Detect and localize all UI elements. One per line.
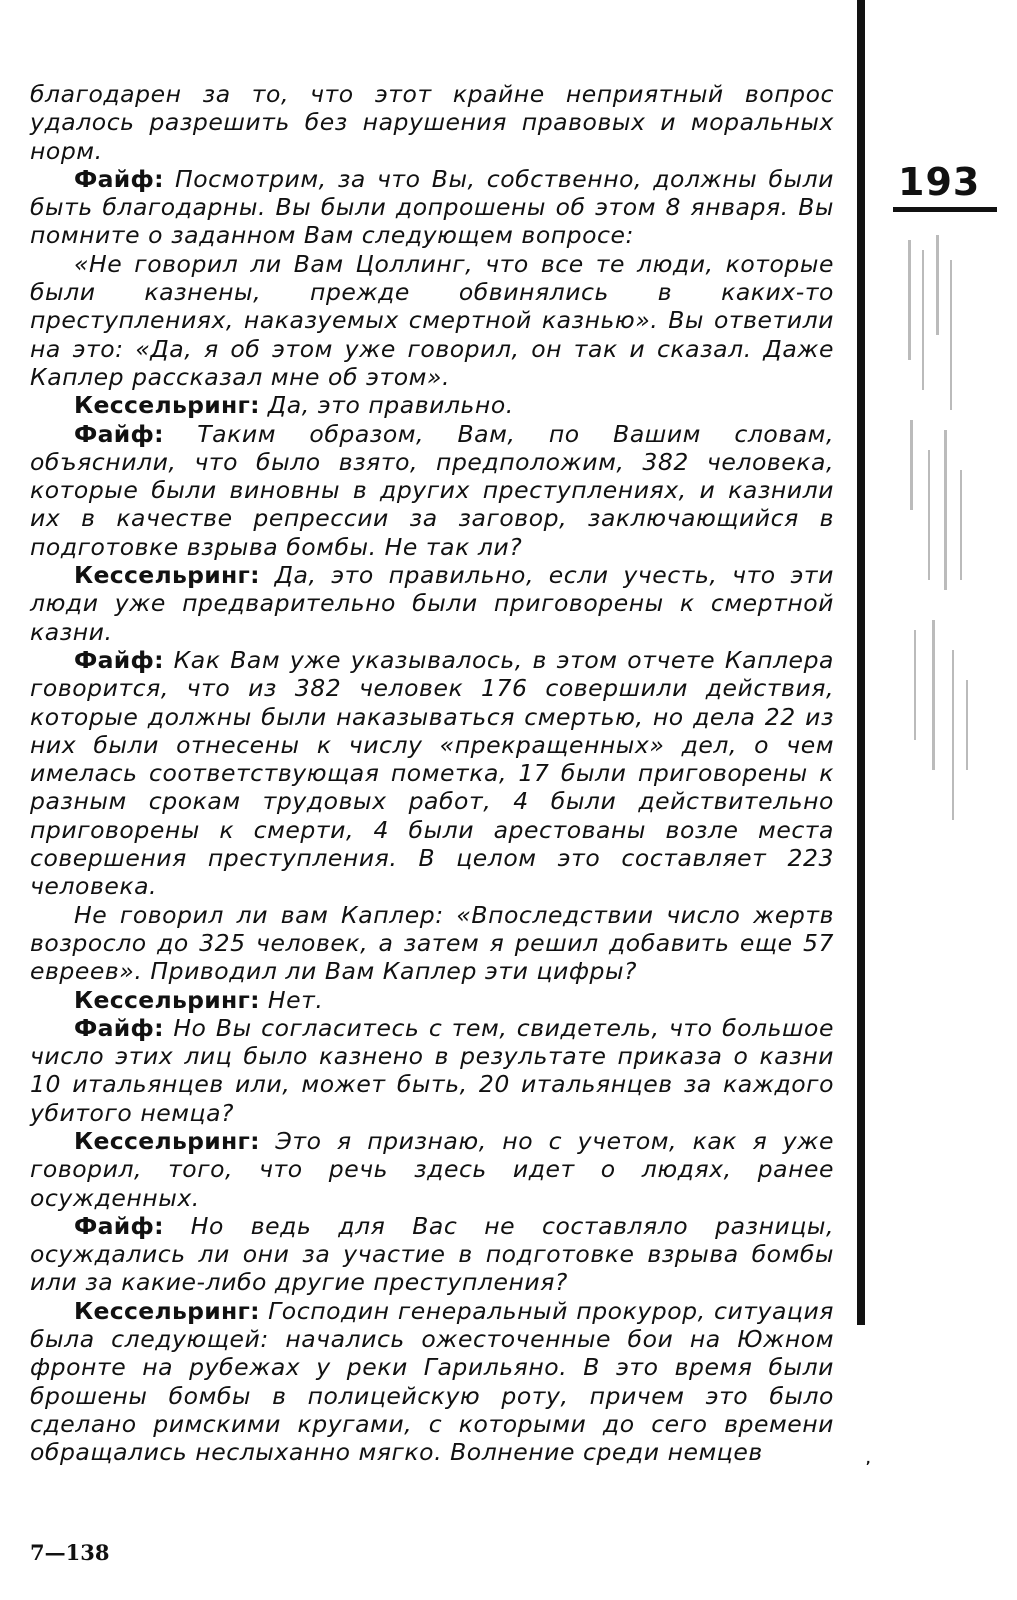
speaker-label: Файф: [74, 164, 164, 193]
speaker-label: Файф: [74, 1211, 164, 1240]
speaker-label: Кессельринг: [74, 1126, 260, 1155]
speaker-label: Кессельринг: [74, 561, 260, 590]
speaker-label: Кессельринг: [74, 985, 260, 1014]
paragraph: Не говорил ли вам Каплер: «Впоследствии число жертв возросло до 325 человек, а затем я решил добавить еще 57 евреев». Приводил ли Вам Каплер эти цифры? [30, 900, 834, 986]
page-number: 193 [898, 160, 981, 204]
horizontal-rule [893, 207, 997, 212]
paragraph: Файф: Как Вам уже указывалось, в этом отчете Каплера говорится, что из 382 человек 176 совершили действия, которые должны были наказываться смертью, но дела 22 из них были отнесены к числу «прекращенных» дел, о чем имелась соответствующая пометка, 17 были приговорены к разным срокам трудовых работ, 4 были действительно приговорены к смерти, 4 были арестованы возле места совершения преступления. В целом это составляет 223 человека. [30, 645, 834, 901]
paragraph: Кессельринг: Да, это правильно. [74, 391, 514, 420]
margin-mark: , [866, 1452, 871, 1466]
speaker-label: Файф: [74, 1013, 164, 1042]
paragraph: благодарен за то, что этот крайне неприятный вопрос удалось разрешить без нарушения правовых и моральных норм. [30, 80, 834, 165]
paragraph: Файф: Таким образом, Вам, по Вашим словам, объяснили, что было взято, предположим, 382 человека, которые были виновны в других преступлениях, и казнили их в качестве репрессии за заговор, заключающийся в подготовке взрыва бомбы. Не так ли? [30, 419, 834, 561]
paragraph: «Не говорил ли Вам Цоллинг, что все те люди, которые были казнены, прежде обвинялись в каких-то преступлениях, наказуемых смертной казнью». Вы ответили на это: «Да, я об этом уже говорил, он так и сказал. Даже Каплер рассказал мне об этом». [30, 249, 834, 391]
paragraph: Файф: Посмотрим, за что Вы, собственно, должны были быть благодарны. Вы были допрошены об этом 8 января. Вы помните о заданном Вам следующем вопросе: [30, 164, 834, 250]
margin-scan-noise [900, 220, 980, 840]
vertical-rule [857, 0, 865, 1325]
paragraph: Кессельринг: Да, это правильно, если учесть, что эти люди уже предварительно были приговорены к смертной казни. [30, 561, 834, 646]
speaker-label: Кессельринг: [74, 391, 260, 420]
speaker-label: Файф: [74, 645, 164, 674]
paragraph: Файф: Но Вы согласитесь с тем, свидетель, что большое число этих лиц было казнено в результате приказа о казни 10 итальянцев или, может быть, 20 итальянцев за каждого убитого немца? [30, 1013, 834, 1127]
paragraph: Кессельринг: Нет. [74, 985, 324, 1014]
speaker-label: Кессельринг: [74, 1296, 260, 1325]
document-body [30, 80, 834, 1467]
speaker-label: Файф: [74, 419, 164, 448]
paragraph: Кессельринг: Господин генеральный прокурор, ситуация была следующей: начались ожесточенные бои на Южном фронте на рубежах у реки Гарильяно. В это время были брошены бомбы в полицейскую роту, причем это было сделано римскими кругами, с которыми до сего времени обращались неслыханно мягко. Волнение среди немцев [30, 1296, 834, 1467]
printer-signature: 7—138 [30, 1540, 110, 1565]
paragraph: Файф: Но ведь для Вас не составляло разницы, осуждались ли они за участие в подготовке взрыва бомбы или за какие-либо другие преступления? [30, 1211, 834, 1297]
paragraph: Кессельринг: Это я признаю, но с учетом, как я уже говорил, того, что речь здесь идет о людях, ранее осужденных. [30, 1126, 834, 1212]
